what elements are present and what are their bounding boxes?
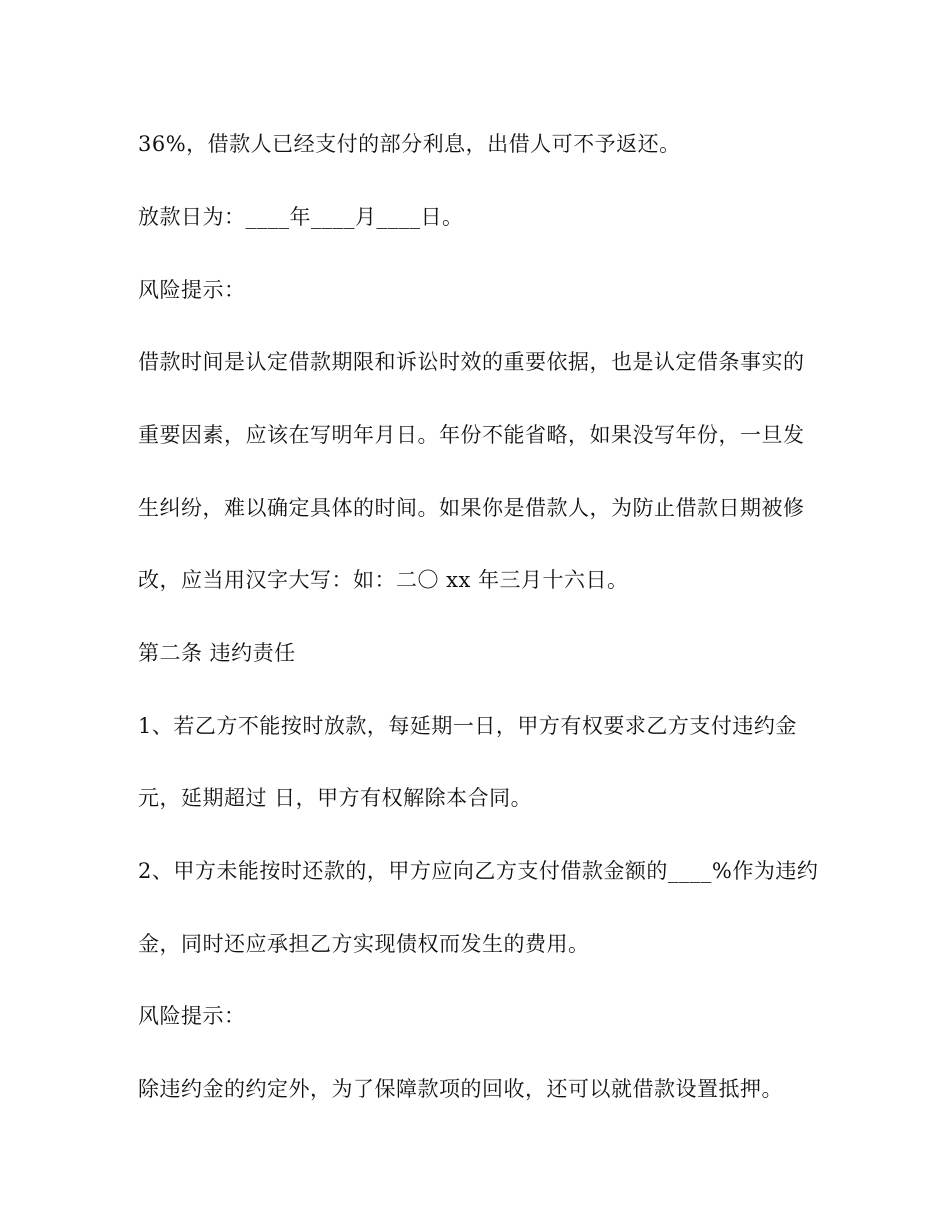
text-line: 金，同时还应承担乙方实现债权而发生的费用。 — [138, 932, 590, 956]
text-line: 重要因素，应该在写明年月日。年份不能省略，如果没写年份，一旦发 — [138, 423, 805, 447]
text-line: 2、甲方未能按时还款的，甲方应向乙方支付借款金额的____%作为违约 — [138, 859, 819, 883]
section-heading: 风险提示： — [138, 1004, 246, 1028]
section-heading: 风险提示： — [138, 278, 246, 302]
text-line: 1、若乙方不能按时放款，每延期一日，甲方有权要求乙方支付违约金 — [138, 714, 797, 738]
text-line: 元，延期超过 日，甲方有权解除本合同。 — [138, 786, 533, 810]
article-heading: 第二条 违约责任 — [138, 641, 296, 665]
text-line: 生纠纷，难以确定具体的时间。如果你是借款人，为防止借款日期被修 — [138, 496, 805, 520]
text-line: 36%，借款人已经支付的部分利息，出借人可不予返还。 — [138, 132, 681, 156]
text-line: 借款时间是认定借款期限和诉讼时效的重要依据，也是认定借条事实的 — [138, 350, 805, 374]
text-line: 改，应当用汉字大写：如：二〇 xx 年三月十六日。 — [138, 568, 629, 592]
text-line: 放款日为：____年____月____日。 — [138, 205, 464, 229]
text-line: 除违约金的约定外，为了保障款项的回收，还可以就借款设置抵押。 — [138, 1077, 783, 1101]
